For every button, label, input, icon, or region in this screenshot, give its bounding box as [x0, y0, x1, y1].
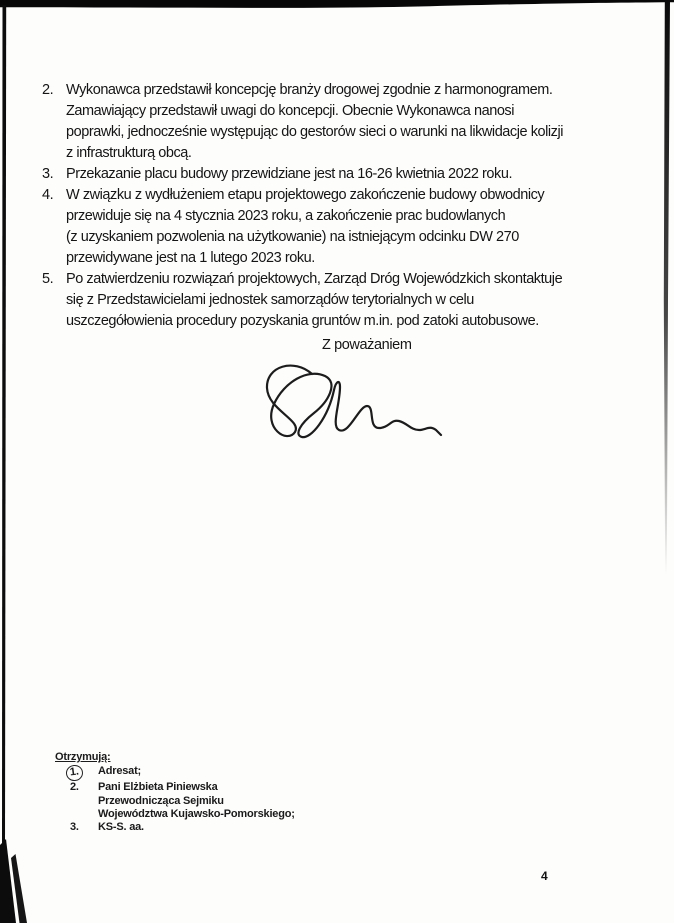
list-item — [42, 164, 642, 185]
circle-annotation-icon: 1. — [65, 764, 84, 782]
recipient-text — [98, 821, 295, 834]
item-line: z infrastrukturą obcą. — [66, 145, 192, 161]
recipient-text — [98, 765, 295, 781]
item-line: się z Przedstawicielami jednostek samorządów terytorialnych w celu — [66, 292, 474, 308]
recipient-number: 2. — [70, 781, 79, 794]
recipient-line: Przewodnicząca Sejmiku — [98, 794, 224, 807]
item-line: Po zatwierdzeniu rozwiązań projektowych, Zarząd Dróg Wojewódzkich skontaktuje — [66, 271, 563, 287]
item-text — [66, 269, 642, 332]
item-line: poprawki, jednocześnie występując do gestorów sieci o warunki na likwidacje kolizji — [66, 124, 563, 140]
recipient-line: Województwa Kujawsko-Pomorskiego; — [98, 807, 295, 820]
item-line: W związku z wydłużeniem etapu projektowego zakończenie budowy obwodnicy — [66, 187, 545, 203]
recipient-number — [70, 765, 98, 781]
list-item — [42, 269, 642, 332]
item-line: Zamawiający przedstawił uwagi do koncepcji. Obecnie Wykonawca nanosi — [66, 103, 514, 119]
item-number: 3. — [42, 166, 54, 182]
item-number: 5. — [42, 271, 54, 287]
item-line: przewiduje się na 4 stycznia 2023 roku, a zakończenie prac budowlanych — [66, 208, 506, 224]
item-number: 4. — [42, 187, 54, 203]
recipient-row — [55, 765, 295, 781]
closing-text: Z poważaniem — [322, 337, 412, 353]
item-line: przewidywane jest na 1 lutego 2023 roku. — [66, 250, 315, 266]
item-text — [66, 80, 642, 164]
item-line: Wykonawca przedstawił koncepcję branży drogowej zgodnie z harmonogramem. — [66, 82, 553, 98]
recipient-line: Adresat; — [98, 765, 142, 778]
recipient-number: 3. — [70, 821, 79, 834]
item-line: (z uzyskaniem pozwolenia na użytkowanie) na istniejącym odcinku DW 270 — [66, 229, 519, 245]
body-list — [42, 80, 642, 332]
list-item — [42, 80, 642, 164]
recipient-row — [55, 781, 295, 821]
item-text — [66, 164, 642, 185]
item-line: Przekazanie placu budowy przewidziane jest na 16-26 kwietnia 2022 roku. — [66, 166, 513, 182]
recipient-row — [55, 821, 295, 834]
recipient-line: Pani Elżbieta Piniewska — [98, 781, 218, 794]
recipient-text — [98, 781, 295, 821]
distribution-list — [55, 751, 295, 834]
item-line: uszczegółowienia procedury pozyskania gruntów m.in. pod zatoki autobusowe. — [66, 313, 539, 329]
signature-icon — [250, 360, 455, 452]
page-number: 4 — [541, 869, 548, 883]
item-text — [66, 185, 642, 269]
recipient-line: KS-S. aa. — [98, 821, 144, 834]
item-number: 2. — [42, 82, 54, 98]
list-item — [42, 185, 642, 269]
distribution-heading: Otrzymują: — [55, 751, 111, 763]
